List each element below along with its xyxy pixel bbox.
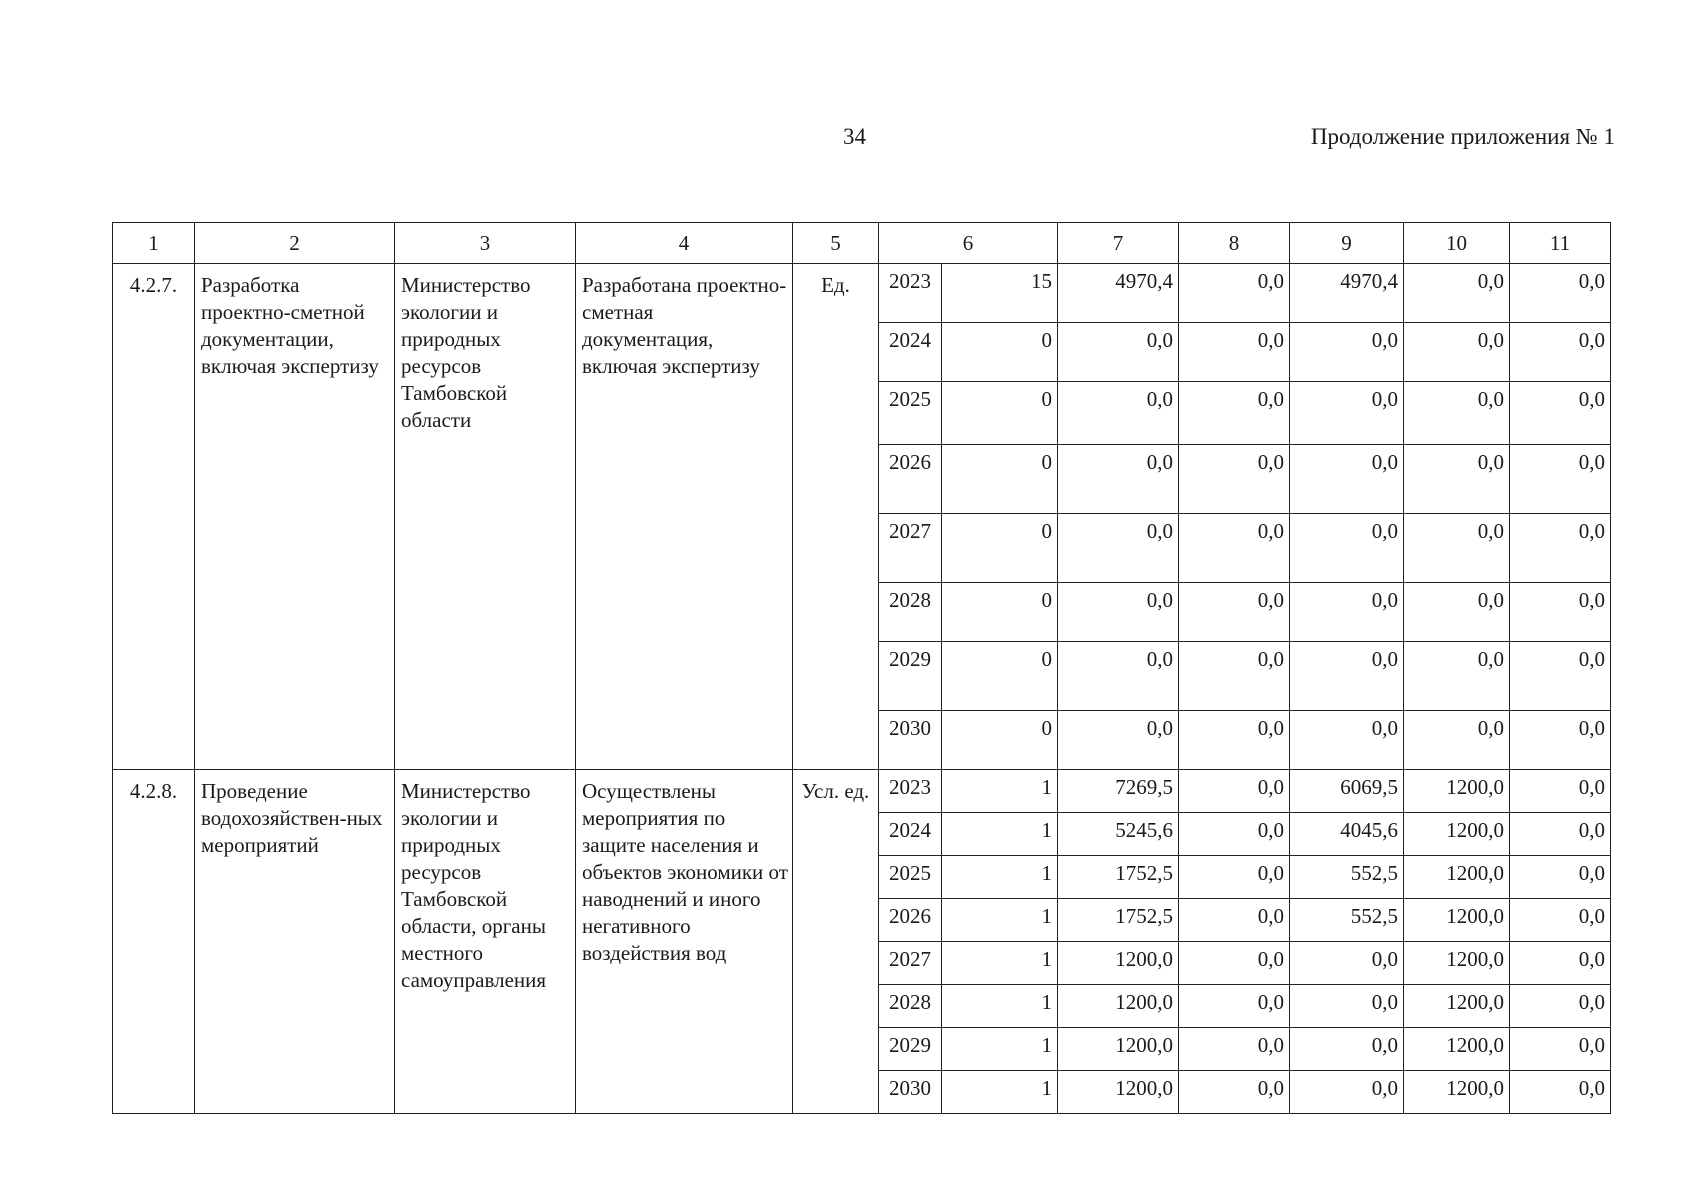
item-name: Проведение водохозяйствен-ных мероприятий [195, 770, 395, 1114]
value-cell-c10: 1200,0 [1404, 942, 1510, 985]
column-header: 7 [1058, 223, 1179, 264]
value-cell-c6: 0 [942, 514, 1058, 583]
year-cell: 2030 [879, 711, 942, 770]
value-cell-c9: 4970,4 [1290, 264, 1404, 323]
column-header: 8 [1179, 223, 1290, 264]
column-header: 10 [1404, 223, 1510, 264]
value-cell-c8: 0,0 [1179, 583, 1290, 642]
item-unit: Ед. [793, 264, 879, 770]
year-cell: 2027 [879, 514, 942, 583]
value-cell-c8: 0,0 [1179, 856, 1290, 899]
value-cell-c11: 0,0 [1510, 856, 1611, 899]
value-cell-c9: 0,0 [1290, 1071, 1404, 1114]
value-cell-c11: 0,0 [1510, 985, 1611, 1028]
item-result: Осуществлены мероприятия по защите населения и объектов экономики от наводнений и иного негативного воздействия вод [576, 770, 793, 1114]
value-cell-c10: 1200,0 [1404, 856, 1510, 899]
value-cell-c10: 0,0 [1404, 711, 1510, 770]
value-cell-c6: 0 [942, 642, 1058, 711]
value-cell-c10: 1200,0 [1404, 1071, 1510, 1114]
column-numbers-row [113, 223, 1611, 264]
year-cell: 2025 [879, 856, 942, 899]
value-cell-c9: 6069,5 [1290, 770, 1404, 813]
value-cell-c7: 7269,5 [1058, 770, 1179, 813]
value-cell-c9: 0,0 [1290, 642, 1404, 711]
value-cell-c6: 1 [942, 899, 1058, 942]
value-cell-c11: 0,0 [1510, 711, 1611, 770]
value-cell-c7: 0,0 [1058, 583, 1179, 642]
value-cell-c9: 0,0 [1290, 985, 1404, 1028]
value-cell-c6: 1 [942, 856, 1058, 899]
year-cell: 2027 [879, 942, 942, 985]
column-header: 2 [195, 223, 395, 264]
value-cell-c7: 0,0 [1058, 711, 1179, 770]
value-cell-c10: 0,0 [1404, 514, 1510, 583]
value-cell-c9: 0,0 [1290, 514, 1404, 583]
value-cell-c6: 0 [942, 323, 1058, 382]
value-cell-c11: 0,0 [1510, 323, 1611, 382]
value-cell-c6: 0 [942, 711, 1058, 770]
value-cell-c11: 0,0 [1510, 445, 1611, 514]
value-cell-c11: 0,0 [1510, 264, 1611, 323]
value-cell-c8: 0,0 [1179, 323, 1290, 382]
value-cell-c6: 15 [942, 264, 1058, 323]
column-header: 1 [113, 223, 195, 264]
page-number: 34 [843, 124, 866, 149]
column-header: 11 [1510, 223, 1611, 264]
table-row [113, 770, 1611, 813]
value-cell-c10: 1200,0 [1404, 899, 1510, 942]
value-cell-c8: 0,0 [1179, 1028, 1290, 1071]
value-cell-c8: 0,0 [1179, 382, 1290, 445]
value-cell-c6: 1 [942, 770, 1058, 813]
value-cell-c6: 0 [942, 445, 1058, 514]
year-cell: 2024 [879, 323, 942, 382]
value-cell-c11: 0,0 [1510, 514, 1611, 583]
value-cell-c11: 0,0 [1510, 382, 1611, 445]
column-header: 6 [879, 223, 1058, 264]
year-cell: 2028 [879, 583, 942, 642]
value-cell-c10: 0,0 [1404, 583, 1510, 642]
value-cell-c7: 0,0 [1058, 382, 1179, 445]
value-cell-c11: 0,0 [1510, 942, 1611, 985]
year-cell: 2026 [879, 899, 942, 942]
value-cell-c10: 0,0 [1404, 323, 1510, 382]
year-cell: 2029 [879, 1028, 942, 1071]
item-code: 4.2.7. [113, 264, 195, 770]
value-cell-c11: 0,0 [1510, 813, 1611, 856]
value-cell-c7: 1200,0 [1058, 942, 1179, 985]
value-cell-c9: 552,5 [1290, 899, 1404, 942]
value-cell-c8: 0,0 [1179, 770, 1290, 813]
value-cell-c8: 0,0 [1179, 942, 1290, 985]
value-cell-c7: 1200,0 [1058, 985, 1179, 1028]
item-name: Разработка проектно-сметной документации, включая экспертизу [195, 264, 395, 770]
value-cell-c10: 0,0 [1404, 445, 1510, 514]
value-cell-c10: 1200,0 [1404, 770, 1510, 813]
value-cell-c9: 0,0 [1290, 942, 1404, 985]
value-cell-c7: 1200,0 [1058, 1071, 1179, 1114]
value-cell-c9: 0,0 [1290, 382, 1404, 445]
value-cell-c11: 0,0 [1510, 899, 1611, 942]
value-cell-c11: 0,0 [1510, 770, 1611, 813]
value-cell-c7: 0,0 [1058, 445, 1179, 514]
value-cell-c6: 0 [942, 382, 1058, 445]
value-cell-c6: 1 [942, 942, 1058, 985]
year-cell: 2023 [879, 770, 942, 813]
value-cell-c8: 0,0 [1179, 1071, 1290, 1114]
value-cell-c6: 0 [942, 583, 1058, 642]
value-cell-c11: 0,0 [1510, 583, 1611, 642]
value-cell-c6: 1 [942, 1071, 1058, 1114]
value-cell-c10: 0,0 [1404, 642, 1510, 711]
year-cell: 2028 [879, 985, 942, 1028]
value-cell-c9: 0,0 [1290, 445, 1404, 514]
value-cell-c9: 0,0 [1290, 711, 1404, 770]
year-cell: 2029 [879, 642, 942, 711]
value-cell-c8: 0,0 [1179, 813, 1290, 856]
value-cell-c7: 5245,6 [1058, 813, 1179, 856]
year-cell: 2024 [879, 813, 942, 856]
value-cell-c10: 1200,0 [1404, 813, 1510, 856]
item-unit: Усл. ед. [793, 770, 879, 1114]
value-cell-c8: 0,0 [1179, 514, 1290, 583]
column-header: 5 [793, 223, 879, 264]
year-cell: 2030 [879, 1071, 942, 1114]
value-cell-c9: 552,5 [1290, 856, 1404, 899]
value-cell-c7: 1200,0 [1058, 1028, 1179, 1071]
column-header: 4 [576, 223, 793, 264]
value-cell-c10: 0,0 [1404, 264, 1510, 323]
value-cell-c9: 0,0 [1290, 323, 1404, 382]
item-code: 4.2.8. [113, 770, 195, 1114]
value-cell-c7: 0,0 [1058, 323, 1179, 382]
value-cell-c8: 0,0 [1179, 264, 1290, 323]
value-cell-c11: 0,0 [1510, 1071, 1611, 1114]
year-cell: 2026 [879, 445, 942, 514]
year-cell: 2023 [879, 264, 942, 323]
value-cell-c7: 0,0 [1058, 642, 1179, 711]
item-result: Разработана проектно-сметная документация, включая экспертизу [576, 264, 793, 770]
column-header: 9 [1290, 223, 1404, 264]
value-cell-c6: 1 [942, 813, 1058, 856]
value-cell-c7: 1752,5 [1058, 856, 1179, 899]
column-header: 3 [395, 223, 576, 264]
value-cell-c7: 4970,4 [1058, 264, 1179, 323]
value-cell-c11: 0,0 [1510, 1028, 1611, 1071]
value-cell-c8: 0,0 [1179, 899, 1290, 942]
value-cell-c8: 0,0 [1179, 711, 1290, 770]
value-cell-c9: 0,0 [1290, 583, 1404, 642]
value-cell-c6: 1 [942, 1028, 1058, 1071]
appendix-continuation-label: Продолжение приложения № 1 [1310, 124, 1615, 149]
value-cell-c10: 1200,0 [1404, 985, 1510, 1028]
table-row [113, 264, 1611, 323]
value-cell-c7: 1752,5 [1058, 899, 1179, 942]
value-cell-c9: 4045,6 [1290, 813, 1404, 856]
value-cell-c8: 0,0 [1179, 985, 1290, 1028]
value-cell-c7: 0,0 [1058, 514, 1179, 583]
value-cell-c9: 0,0 [1290, 1028, 1404, 1071]
item-executor: Министерство экологии и природных ресурсов Тамбовской области [395, 264, 576, 770]
value-cell-c10: 0,0 [1404, 382, 1510, 445]
value-cell-c8: 0,0 [1179, 642, 1290, 711]
measures-table [112, 222, 1611, 1114]
year-cell: 2025 [879, 382, 942, 445]
item-executor: Министерство экологии и природных ресурсов Тамбовской области, органы местного самоуправления [395, 770, 576, 1114]
value-cell-c6: 1 [942, 985, 1058, 1028]
value-cell-c8: 0,0 [1179, 445, 1290, 514]
value-cell-c10: 1200,0 [1404, 1028, 1510, 1071]
value-cell-c11: 0,0 [1510, 642, 1611, 711]
